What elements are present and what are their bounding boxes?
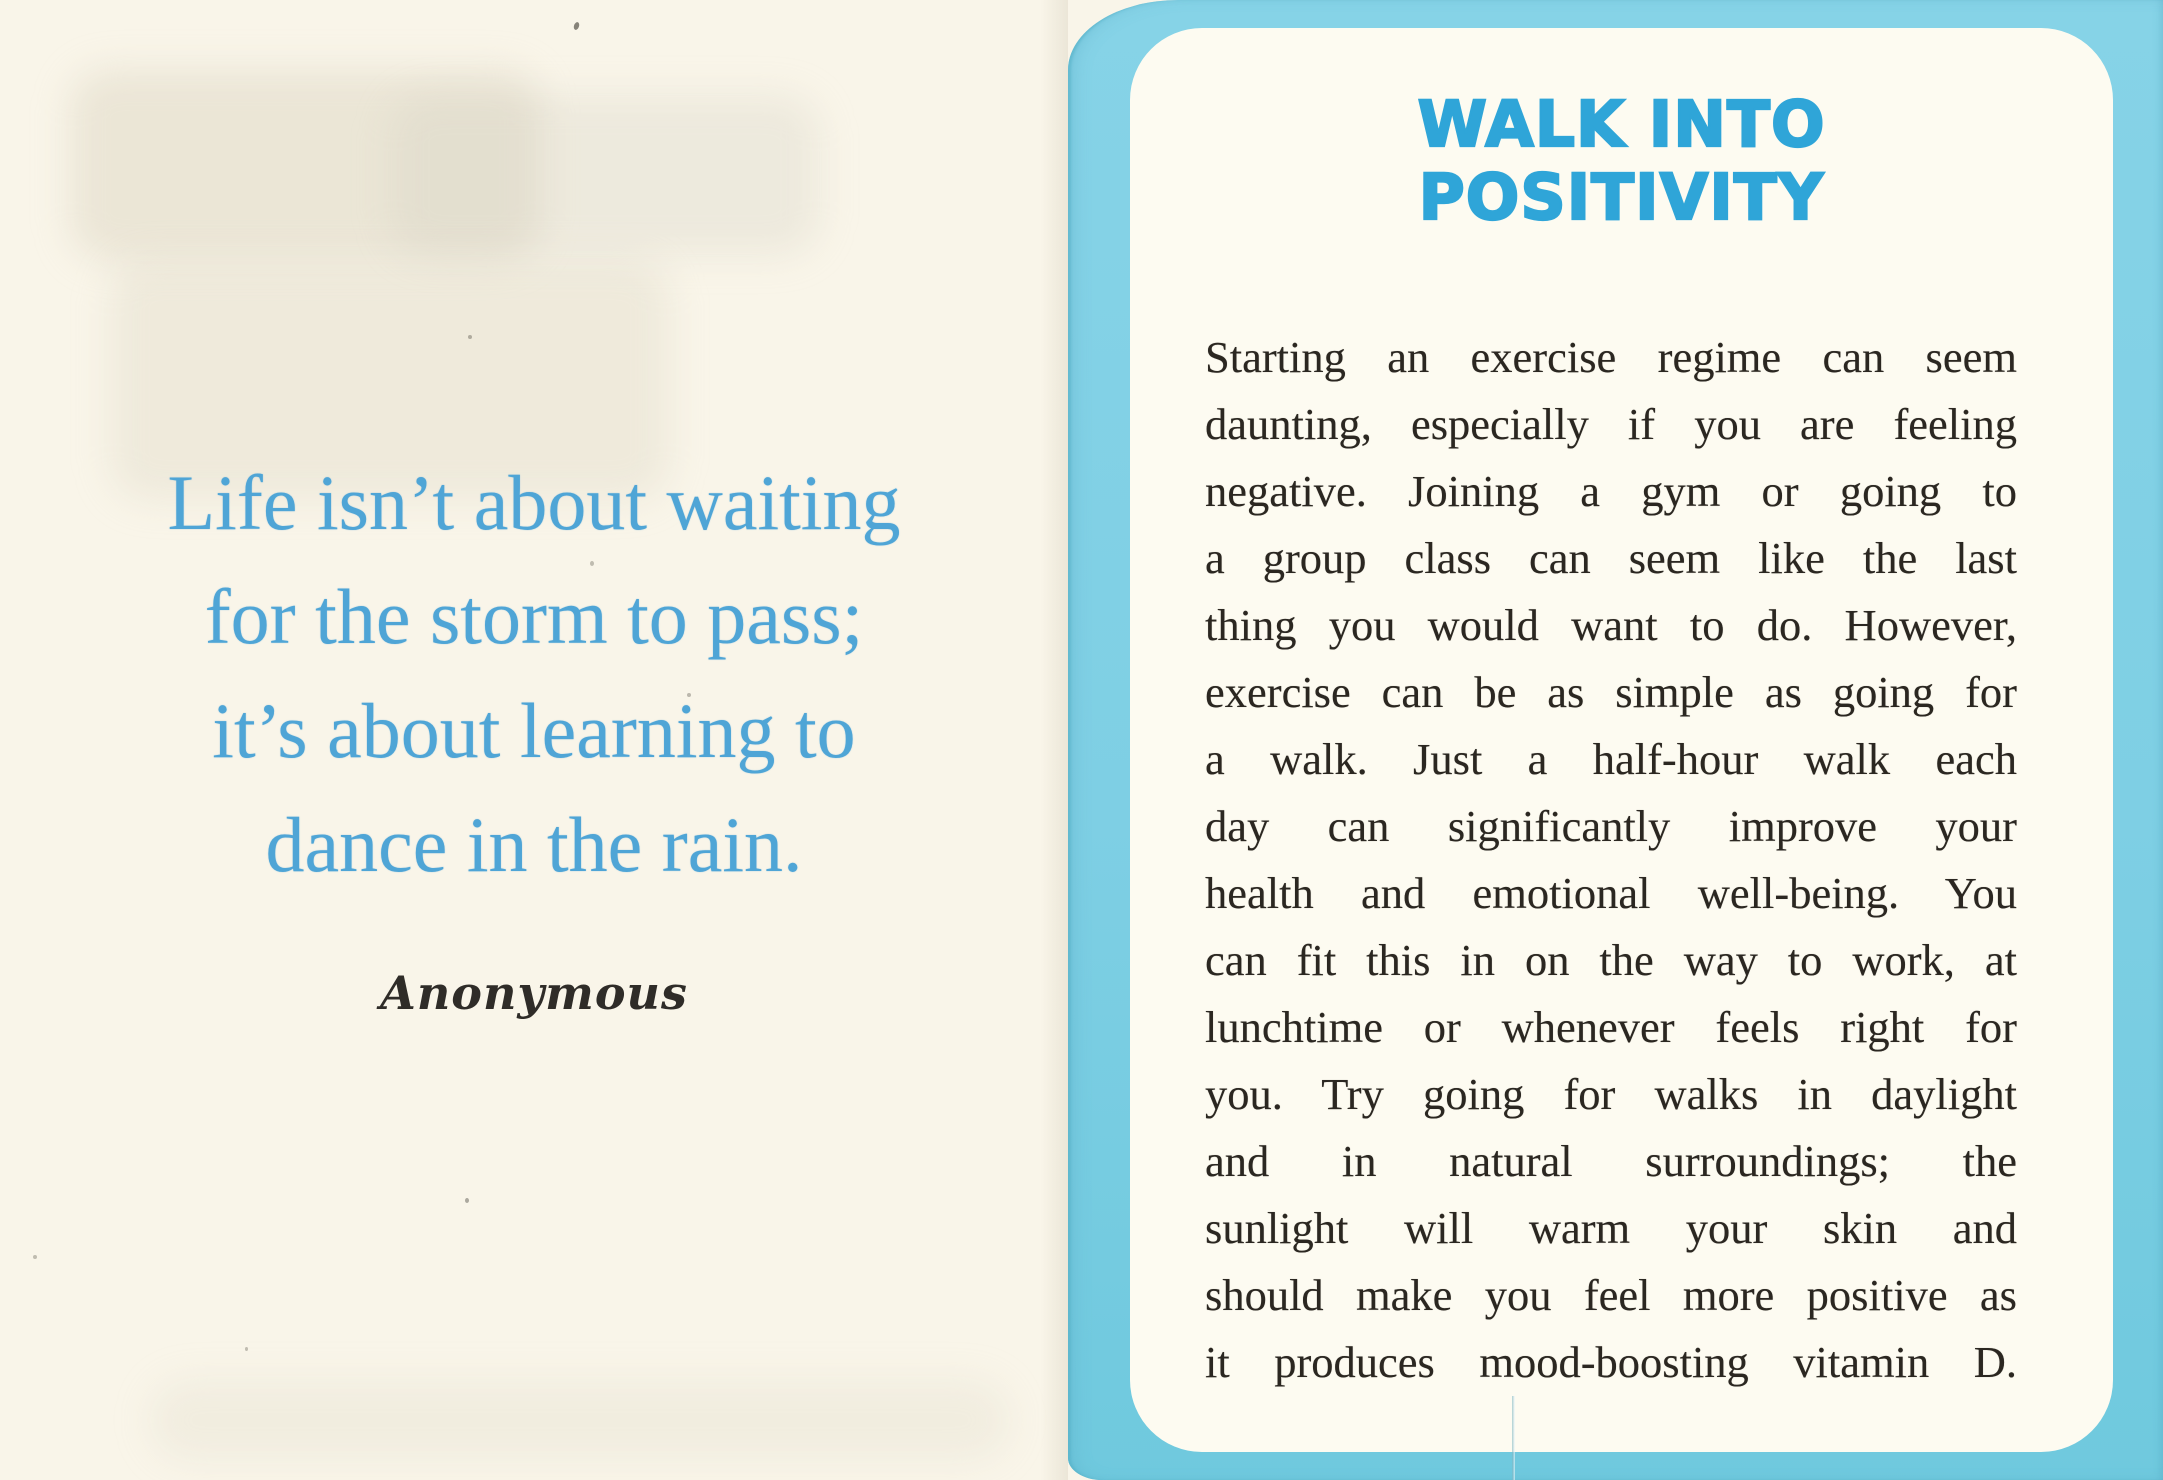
- body-line: exercise can be as simple as going for: [1205, 667, 2017, 717]
- body-line: you. Try going for walks in daylight: [1205, 1069, 2017, 1119]
- body-line: day can significantly improve your: [1205, 801, 2017, 851]
- quote-line: it’s about learning to: [212, 687, 856, 774]
- dust-speck: [590, 561, 594, 566]
- body-text: [1205, 324, 2017, 1396]
- dust-speck: [245, 1347, 248, 1351]
- body-line: lunchtime or whenever feels right for: [1205, 1002, 2017, 1052]
- quote-text: [0, 446, 1068, 902]
- quote-attribution: Anonymous: [380, 966, 688, 1020]
- page-title: [1130, 88, 2113, 234]
- page-title-line: POSITIVITY: [1418, 161, 1825, 234]
- left-page: [0, 0, 1068, 1480]
- body-line: can fit this in on the way to work, at: [1205, 935, 2017, 985]
- quote-line: Life isn’t about waiting: [167, 459, 901, 546]
- body-line: sunlight will warm your skin and: [1205, 1203, 2017, 1253]
- body-line: negative. Joining a gym or going to: [1205, 466, 2017, 516]
- dust-speck: [33, 1255, 37, 1259]
- body-line: a walk. Just a half-hour walk each: [1205, 734, 2017, 784]
- body-line: should make you feel more positive as: [1205, 1270, 2017, 1320]
- body-line: thing you would want to do. However,: [1205, 600, 2017, 650]
- show-through-ghost: [390, 95, 820, 255]
- body-line: Starting an exercise regime can seem: [1205, 332, 2017, 382]
- quote-line: for the storm to pass;: [204, 573, 864, 660]
- body-line: daunting, especially if you are feeling: [1205, 399, 2017, 449]
- quote-line: dance in the rain.: [265, 801, 803, 888]
- content-card: [1130, 28, 2113, 1452]
- body-line: health and emotional well-being. You: [1205, 868, 2017, 918]
- body-line: a group class can seem like the last: [1205, 533, 2017, 583]
- page-crease: [1512, 1396, 1515, 1480]
- show-through-ghost: [150, 1380, 1010, 1460]
- body-line: it produces mood-boosting vitamin D.: [1205, 1337, 2017, 1387]
- dust-speck: [465, 1198, 469, 1203]
- body-line: and in natural surroundings; the: [1205, 1136, 2017, 1186]
- page-title-line: WALK INTO: [1417, 88, 1826, 161]
- dust-speck: [468, 335, 472, 339]
- right-page: [1068, 0, 2163, 1480]
- dust-speck: [573, 21, 580, 30]
- dust-speck: [687, 693, 691, 697]
